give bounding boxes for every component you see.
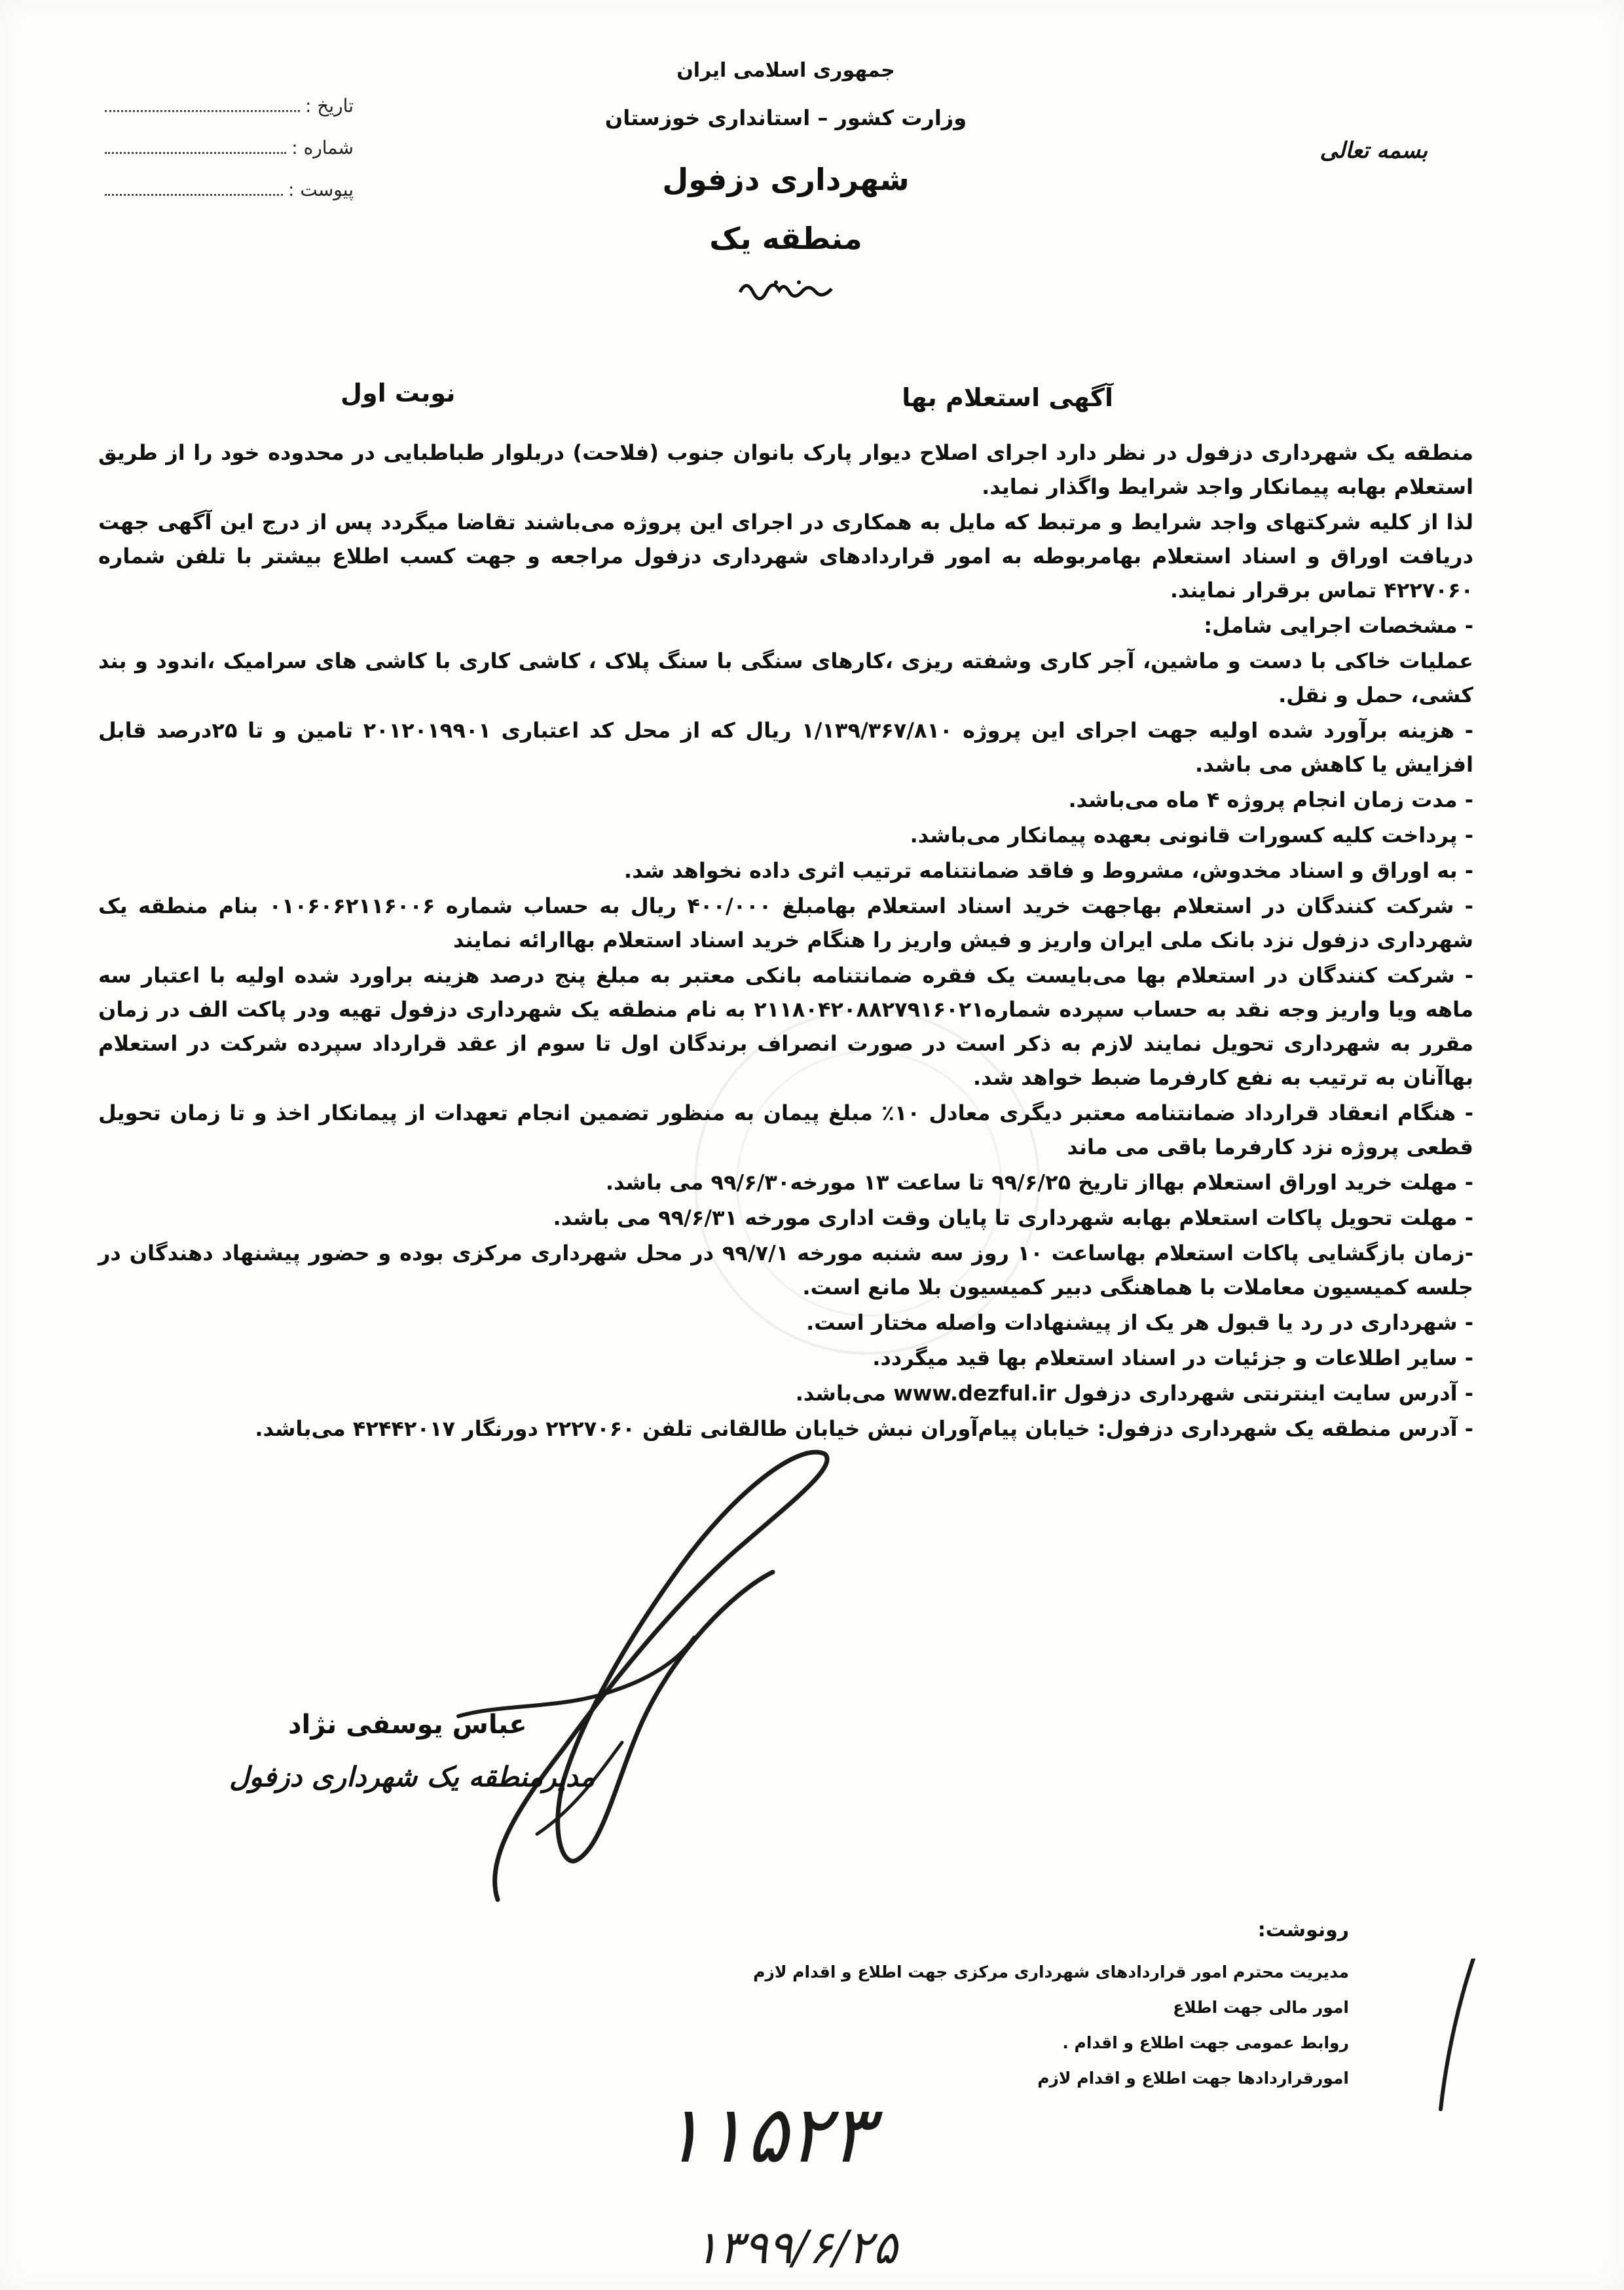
municipality-heading: شهرداری دزفول [662,162,910,197]
body-paragraph: - شرکت کنندگان در استعلام بهاجهت خرید اسناد استعلام بهامبلغ ۴۰۰/۰۰۰ ریال به حساب شماره ۰۱۰۶۰۶۲۱۱۶۰۰۶ بنام منطقه یک شهرداری دزفول نزد بانک ملی ایران واریز و فیش واریز را هنگام خرید اسناد استعلام بهاارائه نمایند [98,893,1474,952]
body-paragraph: - مهلت تحویل پاکات استعلام بهابه شهرداری تا پایان وقت اداری مورخه ۹۹/۶/۳۱ می باشد. [553,1205,1473,1230]
letterhead [576,59,995,302]
body-paragraph: منطقه یک شهرداری دزفول در نظر دارد اجرای اصلاح دیوار پارک بانوان جنوب (فلاحت) دربلوار طباطبایی در محدوده خود را از طریق استعلام بهابه پیمانکار واجد شرایط واگذار نماید. [98,440,1473,499]
body-paragraph: - آدرس منطقه یک شهرداری دزفول: خیابان پیام‌آوران نبش خیابان طالقانی تلفن ۲۲۲۷۰۶۰ دورنگار ۴۲۴۴۲۰۱۷ می‌باشد. [255,1416,1473,1441]
attachment-label: پیوست : [288,179,354,200]
republic-heading: جمهوری اسلامی ایران [676,59,895,82]
cc-heading: رونوشت: [1257,1919,1349,1942]
notice-body [98,436,1473,1447]
ministry-heading: وزارت کشور – استانداری خوزستان [604,105,967,130]
body-paragraph: - به اوراق و اسناد مخدوش، مشروط و فاقد ضمانتنامه ترتیب اثری داده نخواهد شد. [623,858,1473,883]
body-paragraph: لذا از کلیه شرکتهای واجد شرایط و مرتبط که مایل به همکاری در اجرای این پروژه می‌باشند تقاضا میگردد پس از درج این آگهی جهت دریافت اوراق و اسناد استعلام بهامربوطه به امور قراردادهای شهرداری دزفول مراجعه و جهت کسب اطلاع بیشتر با تلفن شماره ۴۲۲۷۰۶۰ تماس برقرار نمایند. [98,510,1473,603]
body-paragraph: -زمان بازگشایی پاکات استعلام بهاساعت ۱۰ روز سه شنبه مورخه ۹۹/۷/۱ در محل شهرداری مرکزی بوده و حضور پیشنهاد دهندگان در جلسه کمیسیون معاملات با هماهنگی دبیر کمیسیون بلا مانع است. [98,1241,1474,1300]
cc-margin-stroke-icon [1434,1959,1486,2116]
body-paragraph: - سایر اطلاعات و جزئیات در اسناد استعلام بها قید میگردد. [872,1345,1473,1370]
number-field [105,134,354,176]
carbon-copy-list [629,1913,1349,2096]
body-paragraph: - پرداخت کلیه کسورات قانونی بعهده پیمانکار می‌باشد. [910,823,1473,848]
cc-item: روابط عمومی جهت اطلاع و اقدام . [1062,2033,1349,2052]
signatory-name: عباس یوسفی نژاد [288,1710,527,1740]
handwritten-reference-number: ۱۱۵۲۳ [661,2090,873,2181]
date-field [105,92,354,134]
body-paragraph: عملیات خاکی با دست و ماشین، آجر کاری وشفته ریزی ،کارهای سنگی با سنگ پلاک ، کاشی کاری با کاشی های سرامیک ،اندود و بند کشی، حمل و نقل. [98,648,1473,707]
number-label: شماره : [291,137,354,159]
notice-round: نوبت اول [341,379,456,407]
body-paragraph: - مهلت خرید اوراق استعلام بهااز تاریخ ۹۹/۶/۲۵ تا ساعت ۱۳ مورخه۹۹/۶/۳۰ می باشد. [605,1170,1473,1195]
body-paragraph: - هزینه برآورد شده اولیه جهت اجرای این پروژه ۱/۱۳۹/۳۶۷/۸۱۰ ریال که از محل کد اعتباری ۲۰۱۲۰۱۹۹۰۱ تامین و تا ۲۵درصد قابل افزایش یا کاهش می باشد. [98,718,1474,777]
handwritten-signature-icon [367,1441,864,1913]
body-paragraph: - شرکت کنندگان در استعلام بها می‌بایست یک فقره ضمانتنامه بانکی معتبر به مبلغ پنج درصد هزینه براورد شده اولیه با اعتبار سه ماهه ویا واریز وجه نقد به حساب سپرده شماره۲۱۱۸۰۴۲۰۸۸۲۷۹۱۶۰۲۱ به نام منطقه یک شهرداری دزفول تهیه ودر پاکت الف در زمان مقرر به شهرداری تحویل نمایند لازم به ذکر است در صورت انصراف برندگان اول تا سوم از عقد قرارداد سپرده شرکت در استعلام بهاآنان به ترتیب به نفع کارفرما ضبط خواهد شد. [98,963,1473,1090]
date-label: تاریخ : [304,95,354,117]
letter-meta-fields [105,92,354,217]
region-heading: منطقه یک [709,221,862,256]
cc-item: امورقراردادها جهت اطلاع و اقدام لازم [1037,2069,1349,2088]
handwritten-date: ۱۳۹۹/۶/۲۵ [694,2221,898,2274]
body-paragraph: - مشخصات اجرایی شامل: [1204,613,1473,638]
cc-item: امور مالی جهت اطلاع [1173,1998,1349,2017]
body-paragraph: - شهرداری در رد یا قبول هر یک از پیشنهادات واصله مختار است. [806,1310,1473,1335]
body-paragraph: - مدت زمان انجام پروژه ۴ ماه می‌باشد. [1068,787,1473,812]
notice-title: آگهی استعلام بها [902,383,1113,412]
basmala: بسمه تعالی [1320,138,1428,164]
cc-item: مدیریت محترم امور قراردادهای شهرداری مرکزی جهت اطلاع و اقدام لازم [753,1962,1349,1981]
attachment-field [105,176,354,217]
body-paragraph: - آدرس سایت اینترنتی شهرداری دزفول www.dezful.ir می‌باشد. [795,1381,1473,1406]
body-paragraph: - هنگام انعقاد قرارداد ضمانتنامه معتبر دیگری معادل ۱۰٪ مبلغ پیمان به منظور تضمین انجام تعهدات از پیمانکار اخذ و تا زمان تحویل قطعی پروژه نزد کارفرما باقی می ماند [98,1100,1474,1159]
letterhead-ornament-icon [737,276,835,302]
signatory-title: مدیرمنطقه یک شهرداری دزفول [229,1761,595,1793]
